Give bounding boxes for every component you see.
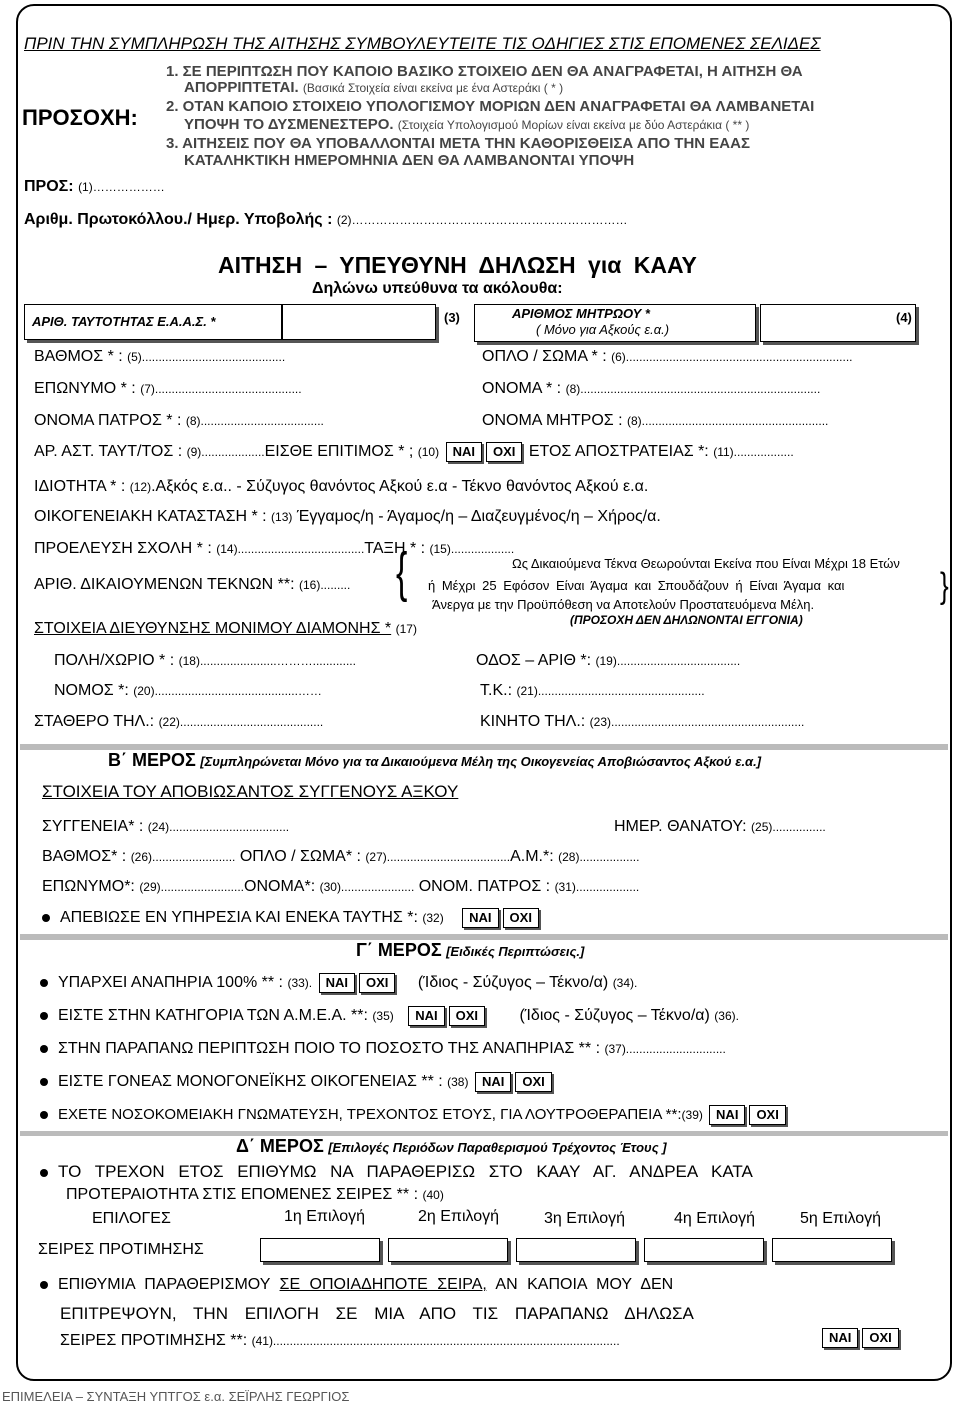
field-3-num: (3) (444, 310, 460, 325)
school-field[interactable]: (14)...................................... (216, 542, 365, 556)
note-3-b: ΚΑΤΑΛΗΚΤΙΚΗ ΗΜΕΡΟΜΗΝΙΑ ΔΕΝ ΘΑ ΛΑΜΒΑΝΟΝΤΑΙ ΥΠΟΨΗ (184, 152, 635, 169)
honorary-label: ΕΙΣΘΕ ΕΠΙΤΙΜΟΣ * ; (264, 443, 414, 461)
series-choice-1-field[interactable] (260, 1238, 380, 1262)
disability-label: ΥΠΑΡΧΕΙ ΑΝΑΠΗΡΙΑ 100% ** : (58, 974, 283, 992)
disability-who[interactable]: (Ίδιος - Σύζυγος – Τέκνο/α) (417, 974, 609, 992)
id-number-label: ΑΡΙΘ. ΤΑΥΤΟΤΗΤΑΣ Ε.Α.Α.Σ. * (32, 314, 216, 329)
surname-label: ΕΠΩΝΥΜΟ * : (34, 380, 136, 397)
marital-status-options[interactable]: Έγγαμος/η - Άγαμος/η – Διαζευγμένος/η – Χήρος/α. (296, 508, 661, 525)
children-note-2: ή Μέχρι 25 Εφόσον Είναι Άγαμα και Σπουδάζουν ή Είναι Άγαμα και (428, 578, 845, 593)
protocol-field[interactable]: (2)…………………………………………………………… (336, 213, 628, 227)
postcode-label: Τ.Κ.: (480, 682, 513, 699)
any-series-line-2: ΕΠΙΤΡΕΨΟΥΝ, ΤΗΝ ΕΠΙΛΟΓΗ ΣΕ ΜΙΑ ΑΠΟ ΤΙΣ ΠΑΡΑΠΑΝΩ ΔΗΛΩΣΑ (60, 1304, 694, 1323)
class-field[interactable]: (15)................... (429, 542, 515, 556)
bullet-icon (40, 1281, 48, 1289)
form-subtitle: Δηλώνω υπεύθυνα τα ακόλουθα: (312, 280, 563, 297)
corps-label: ΟΠΛΟ / ΣΩΜΑ * : (482, 348, 607, 365)
honorary-no-checkbox[interactable]: ΟΧΙ (486, 442, 522, 462)
capacity-options[interactable]: .Αξκός ε.α.. - Σύζυγος θανόντος Αξκού ε.α - Τέκνο θανόντος Αξκού ε.α. (151, 478, 649, 495)
disability-percent-label: ΣΤΗΝ ΠΑΡΑΠΑΝΩ ΠΕΡΙΠΤΩΣΗ ΠΟΙΟ ΤΟ ΠΟΣΟΣΤΟ ΤΗΣ ΑΝΑΠΗΡΙΑΣ ** : (58, 1040, 601, 1057)
note-1-b: ΑΠΟΡΡΙΠΤΕΤΑΙ. (184, 79, 299, 96)
choice-5: 5η Επιλογή (800, 1210, 882, 1227)
field-34-num: (34). (612, 976, 638, 991)
bullet-icon (40, 1012, 48, 1020)
deceased-am-field[interactable]: (28).................. (558, 850, 640, 864)
disability-no[interactable]: ΟΧΙ (359, 973, 395, 993)
choice-2: 2η Επιλογή (418, 1208, 500, 1225)
bullet-icon (40, 1169, 48, 1177)
hydrotherapy-yes[interactable]: ΝΑΙ (709, 1105, 745, 1125)
deceased-rank-field[interactable]: (26)......................... (130, 850, 236, 864)
part-c-title: Γ΄ ΜΕΡΟΣ (356, 940, 442, 960)
mobile-field[interactable]: (23).......................................................... (589, 715, 805, 729)
choice-3: 3η Επιλογή (544, 1210, 626, 1227)
any-series-line-3: ΣΕΙΡΕΣ ΠΡΟΤΙΜΗΣΗΣ **: (60, 1332, 248, 1349)
retirement-year-field[interactable]: (11).................. (713, 445, 794, 460)
field-36-num: (36). (714, 1009, 739, 1024)
father-name-field[interactable]: (8)..................................... (185, 414, 324, 428)
prefecture-field[interactable]: (20)...........................................…… (133, 684, 322, 698)
registry-number-input[interactable] (760, 304, 916, 342)
died-in-service-label: ΑΠΕΒΙΩΣΕ ΕΝ ΥΠΗΡΕΣΙΑ ΚΑΙ ΕΝΕΚΑ ΤΑΥΤΗΣ *: (60, 909, 418, 927)
bullet-icon (40, 1111, 48, 1119)
note-2: 2. ΟΤΑΝ ΚΑΠΟΙΟ ΣΤΟΙΧΕΙΟ ΥΠΟΛΟΓΙΣΜΟΥ ΜΟΡΙΩΝ ΔΕΝ ΑΝΑΓΡΑΦΕΤΑΙ ΘΑ ΛΑΜΒΑΝΕΤΑΙ (166, 98, 815, 115)
mother-name-field[interactable]: (8)........................................................ (627, 414, 829, 428)
single-parent-no[interactable]: ΟΧΙ (515, 1072, 551, 1092)
note-2-c: (Στοιχεία Υπολογισμού Μορίων είναι εκείνα με δύο Αστεράκια ( ** ) (397, 118, 750, 132)
died-in-service-no[interactable]: ΟΧΙ (503, 908, 539, 928)
children-label: ΑΡΙΘ. ΔΙΚΑΙΟΥΜΕΝΩΝ ΤΕΚΝΩΝ **: (34, 576, 295, 593)
field-39-num: (39) (681, 1107, 703, 1122)
field-12-num: (12) (129, 480, 152, 494)
brace-right-icon: } (940, 563, 949, 606)
to-field[interactable]: (1)……………… (78, 180, 165, 194)
any-series-yes[interactable]: ΝΑΙ (822, 1328, 858, 1348)
note-1-c: (Βασικά Στοιχεία είναι εκείνα με ένα Αστεράκι ( * ) (302, 81, 564, 95)
choices-label: ΕΠΙΛΟΓΕΣ (92, 1210, 171, 1227)
note-2-b: ΥΠΟΨΗ ΤΟ ΔΥΣΜΕΝΕΣΤΕΡΟ. (184, 116, 394, 133)
note-1: 1. ΣΕ ΠΕΡΙΠΤΩΣΗ ΠΟΥ ΚΑΠΟΙΟ ΒΑΣΙΚΟ ΣΤΟΙΧΕΙΟ ΔΕΝ ΘΑ ΑΝΑΓΡΑΦΕΤΑΙ, Η ΑΙΤΗΣΗ ΘΑ (166, 63, 803, 80)
choice-4: 4η Επιλογή (674, 1210, 756, 1227)
registry-number-label: ΑΡΙΘΜΟΣ ΜΗΤΡΩΟΥ * (512, 306, 650, 321)
amea-yes[interactable]: ΝΑΙ (408, 1006, 444, 1026)
death-date-label: ΗΜΕΡ. ΘΑΝΑΤΟΥ: (614, 818, 747, 835)
father-name-label: ΟΝΟΜΑ ΠΑΤΡΟΣ * : (34, 412, 182, 429)
form-title: ΑΙΤΗΣΗ – ΥΠΕΥΘΥΝΗ ΔΗΛΩΣΗ για ΚΑΑΥ (218, 252, 697, 278)
bullet-icon (40, 979, 48, 987)
honorary-yes-checkbox[interactable]: ΝΑΙ (446, 442, 482, 462)
landline-label: ΣΤΑΘΕΡΟ ΤΗΛ.: (34, 713, 155, 730)
instructions-banner: ΠΡΙΝ ΤΗΝ ΣΥΜΠΛΗΡΩΣΗ ΤΗΣ ΑΙΤΗΣΗΣ ΣΥΜΒΟΥΛΕΥΤΕΙΤΕ ΤΙΣ ΟΔΗΓΙΕΣ ΣΤΙΣ ΕΠΟΜΕΝΕΣ ΣΕΛΙΔΕΣ (24, 34, 821, 53)
mobile-label: ΚΙΝΗΤΟ ΤΗΛ.: (480, 713, 586, 730)
disability-yes[interactable]: ΝΑΙ (319, 973, 355, 993)
field-33-num: (33). (287, 976, 313, 991)
id-number-input[interactable] (282, 304, 436, 340)
children-note-1: Ως Δικαιούμενα Τέκνα Θεωρούνται Εκείνα που Είναι Μέχρι 18 Ετών (512, 556, 900, 571)
preference-line-2: ΠΡΟΤΕΡΑΙΟΤΗΤΑ ΣΤΙΣ ΕΠΟΜΕΝΕΣ ΣΕΙΡΕΣ ** : (66, 1186, 419, 1203)
mother-name-label: ΟΝΟΜΑ ΜΗΤΡΟΣ : (482, 412, 623, 429)
single-parent-label: ΕΙΣΤΕ ΓΟΝΕΑΣ ΜΟΝΟΓΟΝΕΪΚΗΣ ΟΙΚΟΓΕΝΕΙΑΣ ** : (58, 1073, 443, 1091)
part-b-title: Β΄ ΜΕΡΟΣ (108, 750, 196, 770)
series-choice-2-field[interactable] (388, 1238, 508, 1262)
field-10-num: (10) (417, 445, 440, 460)
name-label: ΟΝΟΜΑ * : (482, 380, 562, 397)
city-field[interactable]: (18).......................………............. (178, 654, 356, 668)
attention-label: ΠΡΟΣΟΧΗ: (22, 105, 138, 130)
address-heading: ΣΤΟΙΧΕΙΑ ΔΙΕΥΘΥΝΣΗΣ ΜΟΝΙΜΟΥ ΔΙΑΜΟΝΗΣ * (34, 620, 392, 637)
footer-credit: ΕΠΙΜΕΛΕΙΑ – ΣΥΝΤΑΞΗ ΥΠΤΓΟΣ ε.α. ΣΕΪΡΛΗΣ ΓΕΩΡΓΙΟΣ (2, 1389, 350, 1404)
died-in-service-yes[interactable]: ΝΑΙ (462, 908, 498, 928)
capacity-label: ΙΔΙΟΤΗΤΑ * : (34, 478, 126, 495)
children-warning: (ΠΡΟΣΟΧΗ ΔΕΝ ΔΗΛΩΝΟΝΤΑΙ ΕΓΓΟΝΙΑ) (570, 613, 803, 627)
marital-status-label: ΟΙΚΟΓΕΝΕΙΑΚΗ ΚΑΤΑΣΤΑΣΗ * : (34, 508, 267, 525)
children-field[interactable]: (16)......... (298, 578, 351, 592)
part-b-note: [Συμπληρώνεται Μόνο για τα Δικαιούμενα Μέλη της Οικογενείας Αποβιώσαντος Αξκού ε.α.] (200, 754, 762, 769)
any-series-label: ΕΠΙΘΥΜΙΑ ΠΑΡΑΘΕΡΙΣΜΟΥ (58, 1276, 271, 1293)
rank-label: ΒΑΘΜΟΣ * : (34, 348, 123, 365)
deceased-name-label: ΟΝΟΜΑ*: (244, 878, 316, 895)
field-4-num: (4) (896, 310, 912, 325)
choice-1: 1η Επιλογή (284, 1208, 366, 1225)
amea-who[interactable]: (Ίδιος - Σύζυγος – Τέκνο/α) (519, 1007, 710, 1025)
rank-field[interactable]: (5)........................................... (127, 350, 286, 364)
deceased-surname-label: ΕΠΩΝΥΜΟ*: (42, 878, 135, 895)
hydrotherapy-label: ΕΧΕΤΕ ΝΟΣΟΚΟΜΕΙΑΚΗ ΓΝΩΜΑΤΕΥΣΗ, ΤΡΕΧΟΝΤΟΣ ΕΤΟΥΣ, ΓΙΑ ΛΟΥΤΡΟΘΕΡΑΠΕΙΑ **: (58, 1105, 682, 1123)
amea-no[interactable]: ΟΧΙ (449, 1006, 485, 1026)
corps-field[interactable]: (6).................................................................... (611, 350, 853, 364)
bullet-icon (42, 914, 50, 922)
part-d-title: Δ΄ ΜΕΡΟΣ (236, 1136, 324, 1156)
deceased-corps-label: ΟΠΛΟ / ΣΩΜΑ* : (239, 848, 361, 865)
part-c-note: [Ειδικές Περιπτώσεις.] (446, 944, 585, 959)
field-41-num: (41)........................................................................................................ (251, 1334, 620, 1348)
any-series-no[interactable]: ΟΧΙ (862, 1328, 898, 1348)
bullet-icon (40, 1078, 48, 1086)
bullet-icon (40, 1045, 48, 1053)
to-label: ΠΡΟΣ: (24, 178, 74, 195)
surname-field[interactable]: (7)............................................ (140, 382, 302, 396)
relation-label: ΣΥΓΓΕΝΕΙΑ* : (42, 818, 144, 835)
field-13-num: (13) (271, 510, 293, 524)
field-38-num: (38) (447, 1075, 469, 1090)
any-series-emphasis: ΣΕ ΟΠΟΙΑΔΗΠΟΤΕ ΣΕΙΡΑ, (279, 1276, 487, 1293)
postcode-field[interactable]: (21).................................................. (516, 684, 705, 698)
retirement-year-label: ΕΤΟΣ ΑΠΟΣΤΡΑΤΕΙΑΣ *: (528, 443, 709, 461)
school-label: ΠΡΟΕΛΕΥΣΗ ΣΧΟΛΗ * : (34, 540, 212, 557)
any-series-label-cont: ΑΝ ΚΑΠΟΙΑ ΜΟΥ ΔΕΝ (495, 1276, 674, 1293)
deceased-surname-field[interactable]: (29)......................... (139, 880, 245, 894)
city-label: ΠΟΛΗ/ΧΩΡΙΟ * : (54, 652, 175, 669)
field-32-num: (32) (422, 911, 444, 926)
protocol-label: Αριθμ. Πρωτοκόλλου./ Ημερ. Υποβολής : (24, 211, 333, 228)
relation-field[interactable]: (24).................................... (147, 820, 290, 834)
street-field[interactable]: (19)..................................... (595, 654, 741, 668)
street-label: ΟΔΟΣ – ΑΡΙΘ *: (476, 652, 592, 669)
brace-left-icon: { (396, 542, 408, 604)
hydrotherapy-no[interactable]: ΟΧΙ (749, 1105, 785, 1125)
single-parent-yes[interactable]: ΝΑΙ (475, 1072, 511, 1092)
deceased-father-field[interactable]: (31)................... (554, 880, 640, 894)
series-choice-4-field[interactable] (644, 1238, 764, 1262)
prefecture-label: ΝΟΜΟΣ *: (54, 682, 129, 699)
deceased-am-label: Α.Μ.*: (510, 848, 554, 865)
series-choice-5-field[interactable] (772, 1238, 892, 1262)
deceased-rank-label: ΒΑΘΜΟΣ* : (42, 848, 127, 865)
amea-label: ΕΙΣΤΕ ΣΤΗΝ ΚΑΤΗΓΟΡΙΑ ΤΩΝ Α.Μ.Ε.Α. **: (58, 1007, 368, 1025)
police-id-field[interactable]: (9)................... (186, 445, 265, 460)
field-40-num: (40) (422, 1188, 444, 1202)
series-choice-3-field[interactable] (516, 1238, 636, 1262)
field-35-num: (35) (372, 1009, 394, 1024)
police-id-label: ΑΡ. ΑΣΤ. ΤΑΥΤ/ΤΟΣ : (34, 443, 183, 461)
note-3: 3. ΑΙΤΗΣΕΙΣ ΠΟΥ ΘΑ ΥΠΟΒΑΛΛΟΝΤΑΙ ΜΕΤΑ ΤΗΝ ΚΑΘΟΡΙΣΘΕΙΣΑ ΑΠΟ ΤΗΝ ΕΑΑΣ (166, 135, 750, 152)
registry-number-sublabel: ( Μόνο για Αξκούς ε.α.) (536, 322, 670, 337)
disability-percent-field[interactable]: (37).............................. (604, 1042, 726, 1056)
part-b-heading: ΣΤΟΙΧΕΙΑ ΤΟΥ ΑΠΟΒΙΩΣΑΝΤΟΣ ΣΥΓΓΕΝΟΥΣ ΑΞΚΟΥ (42, 782, 459, 801)
deceased-name-field[interactable]: (30)...................... (319, 880, 415, 894)
deceased-corps-field[interactable]: (27)..................................... (365, 850, 511, 864)
field-17-num: (17) (395, 622, 417, 636)
name-field[interactable]: (8)........................................................................ (565, 382, 821, 396)
preference-line-1: ΤΟ ΤΡΕΧΟΝ ΕΤΟΣ ΕΠΙΘΥΜΩ ΝΑ ΠΑΡΑΘΕΡΙΣΩ ΣΤΟ ΚΑΑΥ ΑΓ. ΑΝΔΡΕΑ ΚΑΤΑ (58, 1162, 753, 1181)
landline-field[interactable]: (22)........................................... (158, 715, 324, 729)
series-preference-label: ΣΕΙΡΕΣ ΠΡΟΤΙΜΗΣΗΣ (38, 1241, 204, 1258)
class-label: ΤΑΞΗ * : (364, 540, 426, 557)
death-date-field[interactable]: (25)................ (751, 820, 826, 834)
deceased-father-label: ΟΝΟΜ. ΠΑΤΡΟΣ : (418, 878, 551, 895)
children-note-3: Άνεργα με την Προϋπόθεση να Αποτελούν Προστατευόμενα Μέλη. (432, 597, 815, 612)
part-d-note: [Επιλογές Περιόδων Παραθερισμού Τρέχοντος Έτους ] (328, 1140, 667, 1155)
